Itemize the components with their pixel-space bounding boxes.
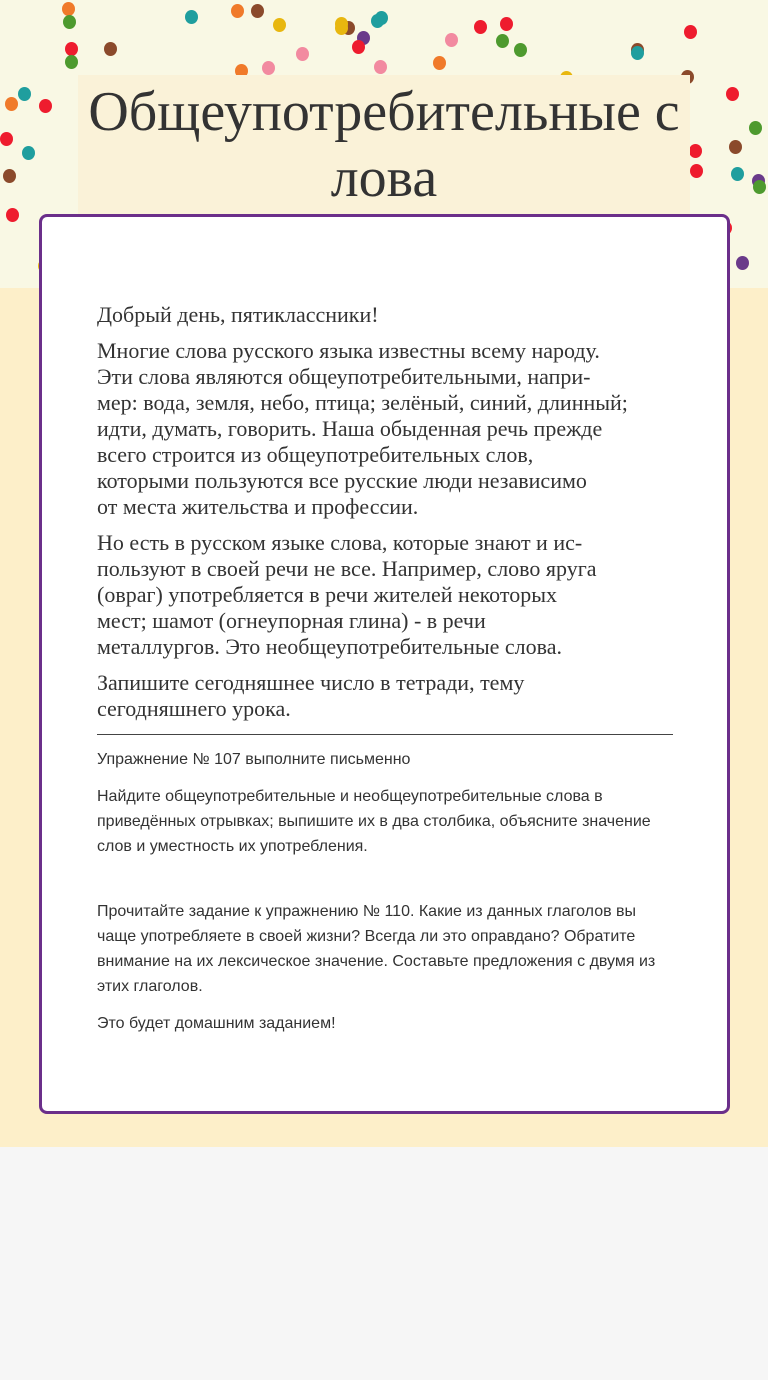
text-line: мест; шамот (огнеупорная глина) - в речи: [97, 608, 486, 633]
confetti-dot: [296, 47, 309, 61]
confetti-dot: [731, 167, 744, 181]
text-line: сегодняшнего урока.: [97, 696, 291, 721]
exercise-title: Упражнение № 107 выполните письменно: [97, 751, 411, 768]
confetti-dot: [273, 18, 286, 32]
confetti-dot: [335, 17, 348, 31]
confetti-dot: [371, 14, 384, 28]
confetti-dot: [262, 61, 275, 75]
confetti-dot: [352, 40, 365, 54]
confetti-dot: [690, 164, 703, 178]
confetti-dot: [62, 2, 75, 16]
exercise-text: Найдите общеупотребительные и необщеупотребительные слова в приведённых отрывках; выпишите их в два столбика, объясните значение слов и уместность их употребления.: [97, 788, 651, 855]
confetti-dot: [65, 42, 78, 56]
page-title: Общеупотребительные слова: [88, 81, 680, 209]
text-line: Запишите сегодняшнее число в тетради, тему: [97, 670, 525, 695]
confetti-dot: [18, 87, 31, 101]
confetti-dot: [39, 99, 52, 113]
confetti-dot: [374, 60, 387, 74]
confetti-dot: [631, 46, 644, 60]
confetti-dot: [726, 87, 739, 101]
text-line: Но есть в русском языке слова, которые знают и ис-: [97, 530, 583, 555]
confetti-dot: [251, 4, 264, 18]
lesson-card: [39, 214, 730, 1114]
text-line: идти, думать, говорить. Наша обыденная речь прежде: [97, 416, 603, 441]
divider: [97, 734, 673, 735]
text-line: (овраг) употребляется в речи жителей некоторых: [97, 582, 557, 607]
confetti-dot: [500, 17, 513, 31]
confetti-dot: [689, 144, 702, 158]
confetti-dot: [5, 97, 18, 111]
text-line: Эти слова являются общеупотребительными, напри-: [97, 364, 591, 389]
confetti-dot: [3, 169, 16, 183]
text-line: от места жительства и профессии.: [97, 494, 419, 519]
confetti-dot: [514, 43, 527, 57]
confetti-dot: [496, 34, 509, 48]
confetti-dot: [729, 140, 742, 154]
confetti-dot: [445, 33, 458, 47]
confetti-dot: [65, 55, 78, 69]
confetti-dot: [433, 56, 446, 70]
homework-text: Прочитайте задание к упражнению № 110. Какие из данных глаголов вы чаще употребляете в своей жизни? Всегда ли это оправдано? Обратите внимание на их лексическое значение. Составьте предложения с двумя из этих глаголов.: [97, 903, 656, 995]
intro-paragraph: [97, 338, 677, 520]
confetti-dot: [22, 146, 35, 160]
title-banner: [78, 75, 690, 215]
confetti-dot: [736, 256, 749, 270]
text-line: металлургов. Это необщеупотребительные слова.: [97, 634, 562, 659]
confetti-dot: [749, 121, 762, 135]
confetti-dot: [753, 180, 766, 194]
text-line: пользуют в своей речи не все. Например, слово яруга: [97, 556, 597, 581]
confetti-dot: [185, 10, 198, 24]
homework-note: Это будет домашним заданием!: [97, 1015, 336, 1032]
confetti-dot: [104, 42, 117, 56]
explanation-paragraph: [97, 530, 677, 660]
confetti-dot: [231, 4, 244, 18]
text-line: которыми пользуются все русские люди независимо: [97, 468, 587, 493]
text-line: Многие слова русского языка известны всему народу.: [97, 338, 600, 363]
text-line: всего строится из общеупотребительных слов,: [97, 442, 534, 467]
confetti-dot: [6, 208, 19, 222]
confetti-dot: [684, 25, 697, 39]
confetti-dot: [63, 15, 76, 29]
greeting: Добрый день, пятиклассники!: [97, 302, 379, 327]
instruction-paragraph: [97, 670, 677, 722]
text-line: мер: вода, земля, небо, птица; зелёный, синий, длинный;: [97, 390, 628, 415]
lesson-content: [97, 302, 677, 1048]
confetti-dot: [474, 20, 487, 34]
confetti-dot: [0, 132, 13, 146]
